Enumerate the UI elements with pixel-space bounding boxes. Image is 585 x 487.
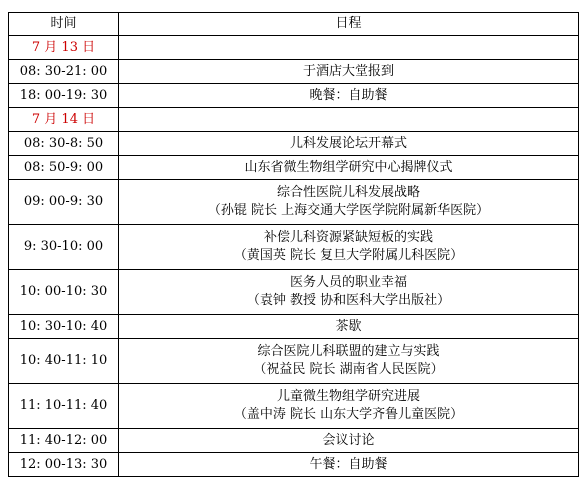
speaker-info: （孙锟 院长 上海交通大学医学院附属新华医院）	[207, 203, 490, 218]
schedule-body	[9, 36, 579, 477]
time-cell: 11: 10-11: 40	[9, 384, 119, 429]
schedule-row	[9, 384, 579, 429]
schedule-row	[9, 339, 579, 384]
program-cell	[119, 429, 579, 453]
time-cell: 10: 40-11: 10	[9, 339, 119, 384]
program-cell	[119, 225, 579, 270]
program-cell	[119, 180, 579, 225]
schedule-row	[9, 270, 579, 315]
speaker-info: （盖中涛 院长 山东大学齐鲁儿童医院）	[233, 407, 464, 422]
empty-cell	[119, 36, 579, 60]
schedule-row	[9, 225, 579, 270]
program-title: 儿童微生物组学研究进展	[276, 389, 420, 404]
program-title: 会议讨论	[322, 432, 375, 448]
schedule-row	[9, 429, 579, 453]
time-cell: 18: 00-19: 30	[9, 84, 119, 108]
schedule-row	[9, 315, 579, 339]
time-cell: 9: 30-10: 00	[9, 225, 119, 270]
program-title: 午餐：自助餐	[309, 456, 388, 472]
time-cell: 12: 00-13: 30	[9, 453, 119, 477]
speaker-info: （祝益民 院长 湖南省人民医院）	[253, 362, 444, 377]
program-title: 茶歇	[335, 318, 362, 334]
time-cell: 08: 50-9: 00	[9, 156, 119, 180]
schedule-row	[9, 453, 579, 477]
program-title: 综合性医院儿科发展战略	[276, 185, 420, 200]
empty-cell	[119, 108, 579, 132]
program-title: 晚餐：自助餐	[309, 87, 388, 103]
program-cell	[119, 315, 579, 339]
schedule-row	[9, 132, 579, 156]
time-cell: 10: 00-10: 30	[9, 270, 119, 315]
schedule-row	[9, 156, 579, 180]
speaker-info: （黄国英 院长 复旦大学附属儿科医院）	[233, 248, 464, 263]
table-header-row	[9, 13, 579, 36]
program-title: 补偿儿科资源紧缺短板的实践	[263, 230, 433, 245]
program-column-header: 日程	[119, 13, 579, 36]
program-cell	[119, 60, 579, 84]
date-row	[9, 36, 579, 60]
program-cell	[119, 384, 579, 429]
schedule-row	[9, 60, 579, 84]
speaker-info: （袁钟 教授 协和医科大学出版社）	[246, 293, 451, 308]
schedule-row	[9, 84, 579, 108]
program-cell	[119, 270, 579, 315]
time-cell: 11: 40-12: 00	[9, 429, 119, 453]
date-row	[9, 108, 579, 132]
program-title: 山东省微生物组学研究中心揭牌仪式	[244, 159, 453, 175]
program-title: 于酒店大堂报到	[302, 63, 394, 79]
time-cell: 08: 30-8: 50	[9, 132, 119, 156]
time-column-header: 时间	[9, 13, 119, 36]
program-cell	[119, 339, 579, 384]
program-cell	[119, 132, 579, 156]
program-cell	[119, 156, 579, 180]
program-title: 医务人员的职业幸福	[289, 275, 407, 290]
time-cell: 10: 30-10: 40	[9, 315, 119, 339]
time-cell: 08: 30-21: 00	[9, 60, 119, 84]
program-cell	[119, 84, 579, 108]
schedule-container	[8, 12, 578, 477]
schedule-row	[9, 180, 579, 225]
date-cell: 7 月 13 日	[9, 36, 119, 60]
date-cell: 7 月 14 日	[9, 108, 119, 132]
time-cell: 09: 00-9: 30	[9, 180, 119, 225]
schedule-table	[8, 12, 579, 477]
program-cell	[119, 453, 579, 477]
program-title: 综合医院儿科联盟的建立与实践	[257, 344, 440, 359]
program-title: 儿科发展论坛开幕式	[289, 135, 407, 151]
